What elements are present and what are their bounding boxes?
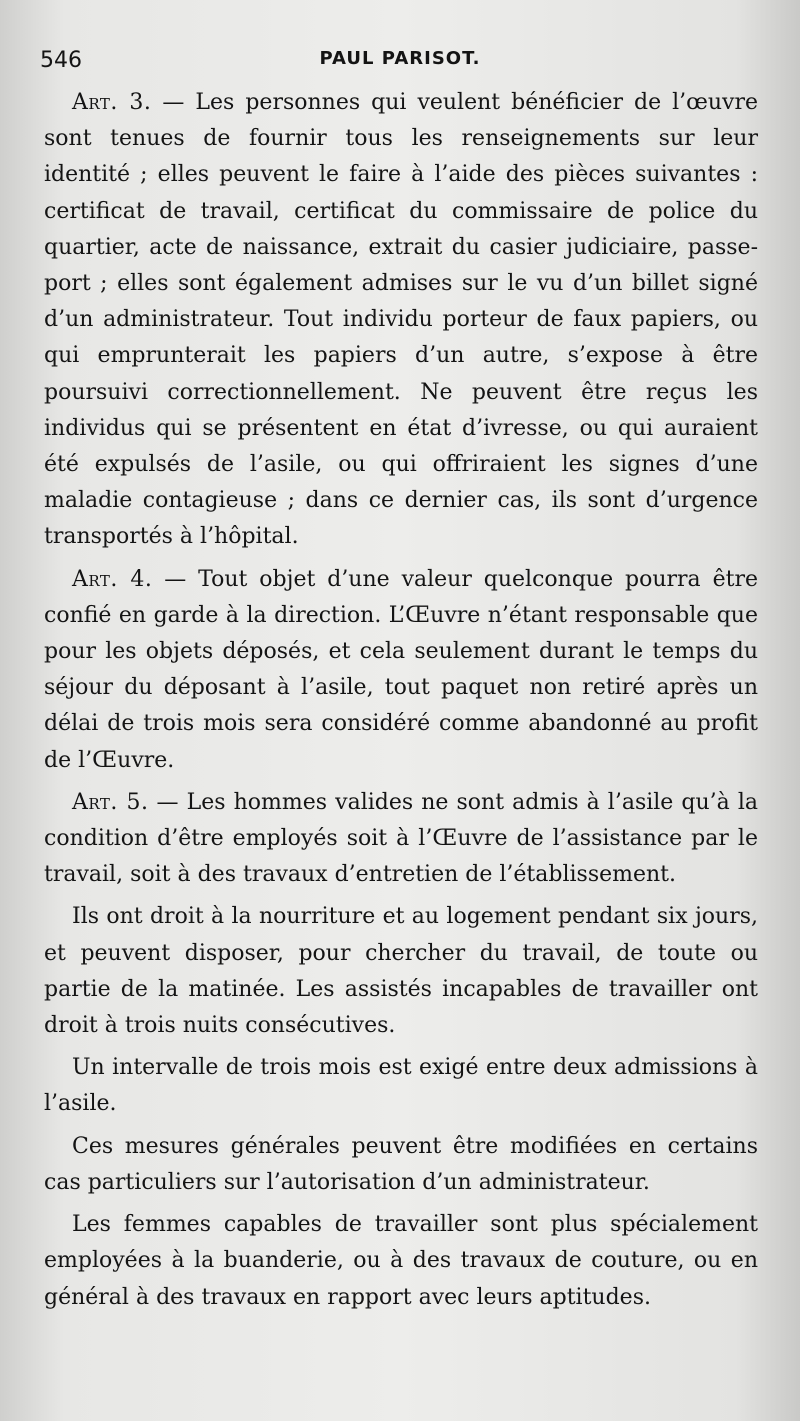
paragraph-text: Ces mesures générales peuvent être modifiées en certains cas particuliers sur l’autorisation d’un administrateur.	[44, 1133, 758, 1195]
admission-interval-paragraph	[44, 1050, 758, 1122]
paragraph-text: Ils ont droit à la nourriture et au logement pendant six jours, et peuvent disposer, pour chercher du travail, de toute ou partie de la matinée. Les assistés incapables de travailler ont droit à trois nuits consécutives.	[44, 904, 758, 1039]
running-head: PAUL PARISOT.	[319, 48, 481, 69]
exceptions-paragraph	[44, 1129, 758, 1201]
page-header	[40, 44, 760, 76]
lodging-rights-paragraph	[44, 899, 758, 1044]
paragraph-text: Un intervalle de trois mois est exigé entre deux admissions à l’asile.	[44, 1055, 758, 1117]
article-label: Art. 4.	[72, 566, 153, 592]
paragraph-text: — Tout objet d’une valeur quelconque pourra être confié en garde à la direction. L’Œuvre n’étant responsable que pour les objets déposés, et cela seulement durant le temps du séjour du déposant à l’asile, tout paquet non retiré après un délai de trois mois sera considéré comme abandonné au profit de l’Œuvre.	[44, 566, 758, 773]
article-3-paragraph	[44, 85, 758, 556]
article-4-paragraph	[44, 562, 758, 779]
page-body	[44, 85, 758, 1322]
article-label: Art. 5.	[72, 789, 149, 815]
paragraph-text: Les femmes capables de travailler sont plus spécialement employées à la buanderie, ou à des travaux de couture, ou en général à des travaux en rapport avec leurs aptitudes.	[44, 1212, 758, 1310]
paragraph-text: — Les personnes qui veulent bénéficier de l’œuvre sont tenues de fournir tous les renseignements sur leur identité ; elles peuvent le faire à l’aide des pièces suivantes : certificat de travail, certificat du commissaire de police du quartier, acte de naissance, extrait du casier judiciaire, passe-port ; elles sont également admises sur le vu d’un billet signé d’un administrateur. Tout individu porteur de faux papiers, ou qui emprunterait les papiers d’un autre, s’expose à être poursuivi correctionnellement. Ne peuvent être reçus les individus qui se présentent en état d’ivresse, ou qui auraient été expulsés de l’asile, ou qui offriraient les signes d’une maladie contagieuse ; dans ce dernier cas, ils sont d’urgence transportés à l’hôpital.	[44, 90, 759, 550]
article-label: Art. 3.	[72, 90, 152, 115]
paragraph-text: — Les hommes valides ne sont admis à l’asile qu’à la condition d’être employés soit à l’Œuvre de l’assistance par le travail, soit à des travaux d’entretien de l’établissement.	[44, 789, 758, 888]
women-work-paragraph	[44, 1207, 758, 1316]
article-5-paragraph	[44, 785, 758, 894]
page-number: 546	[40, 48, 82, 73]
